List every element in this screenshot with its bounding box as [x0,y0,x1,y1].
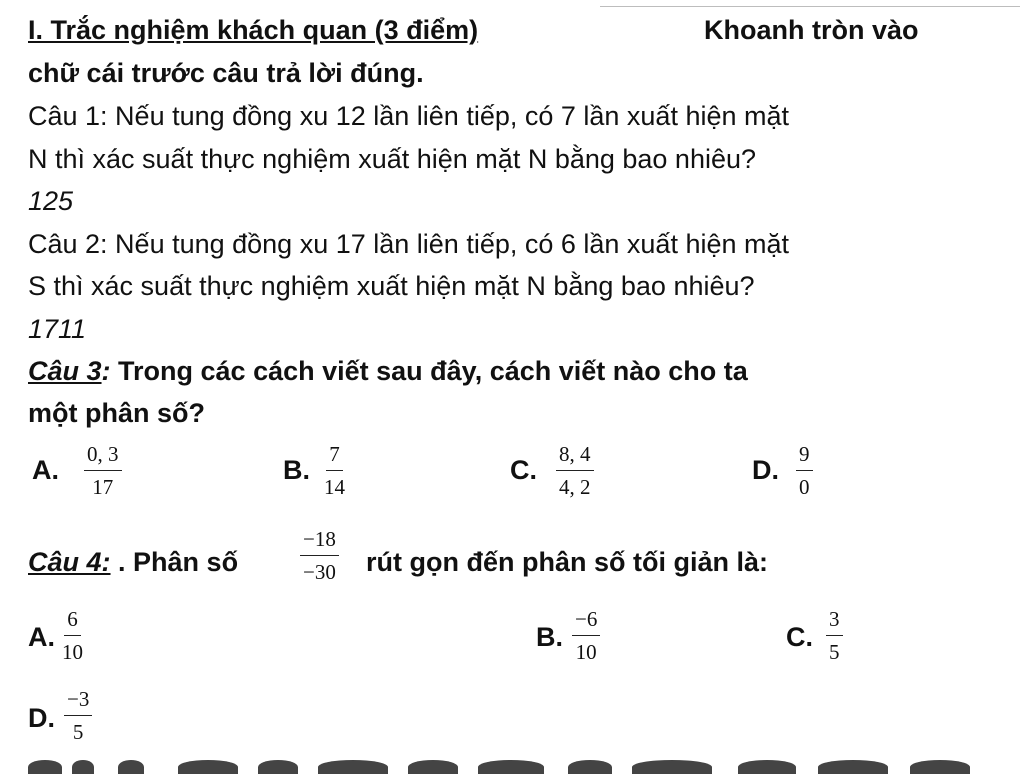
q3-option-b-numerator: 7 [326,441,343,471]
q4-option-b-numerator: −6 [572,606,600,636]
q4-question-numerator: −18 [300,526,339,556]
q3-colon: : [101,356,111,386]
instruction-continued: chữ cái trước câu trả lời đúng. [28,58,424,88]
q4-question-fraction [300,526,339,585]
q4-option-c-fraction[interactable] [826,606,843,665]
q4-line-start [28,546,238,578]
section-title: I. Trắc nghiệm khách quan (3 điểm) [28,15,479,45]
section-title-line [28,14,478,46]
q2-answer: 1711 [28,314,87,344]
q3-line-2: một phân số? [28,398,205,428]
q3-option-a-fraction[interactable] [84,441,122,500]
top-divider-line [600,6,1020,7]
q3-option-c-denominator: 4, 2 [559,475,591,499]
q4-option-a-numerator: 6 [64,606,81,636]
q4-text-before: . Phân số [110,547,239,577]
q4-question-denominator: −30 [303,560,336,584]
q2-line-1: Câu 2: Nếu tung đồng xu 17 lần liên tiếp, có 6 lần xuất hiện mặt [28,229,790,259]
q4-option-b-fraction[interactable] [572,606,600,665]
q4-option-b-letter[interactable]: B. [536,622,563,652]
q3-option-d-fraction[interactable] [796,441,813,500]
q4-option-d-denominator: 5 [72,720,84,744]
q4-text-after: rút gọn đến phân số tối giản là: [366,547,768,577]
q4-option-b-denominator: 10 [575,640,597,664]
q3-option-c-numerator: 8, 4 [556,441,594,471]
q3-option-a-letter[interactable]: A. [32,455,59,485]
q3-line-1 [28,355,748,387]
q3-text-1: Trong các cách viết sau đây, cách viết nào cho ta [110,356,748,386]
q3-option-a-denominator: 17 [92,475,114,499]
q3-option-d-numerator: 9 [796,441,813,471]
q3-option-b-fraction[interactable] [324,441,345,500]
q4-option-d-numerator: −3 [64,686,92,716]
q3-option-b-denominator: 14 [324,475,345,499]
q4-option-a-letter[interactable]: A. [28,622,55,652]
q4-option-c-denominator: 5 [829,640,840,664]
q4-option-a-denominator: 10 [62,640,83,664]
q4-option-d-letter[interactable]: D. [28,703,55,733]
q4-option-d-fraction[interactable] [64,686,92,745]
q3-option-b-letter[interactable]: B. [283,455,310,485]
q4-option-c-numerator: 3 [826,606,843,636]
instruction-right: Khoanh tròn vào [704,15,919,45]
q4-option-a-fraction[interactable] [62,606,83,665]
q3-label: Câu 3 [28,356,102,386]
q3-option-a-numerator: 0, 3 [84,441,122,471]
q3-option-c-letter[interactable]: C. [510,455,537,485]
q4-option-c-letter[interactable]: C. [786,622,813,652]
q3-option-d-letter[interactable]: D. [752,455,779,485]
q4-label: Câu 4: [28,547,111,577]
q3-option-c-fraction[interactable] [556,441,594,500]
q3-option-d-denominator: 0 [799,475,810,499]
q1-line-2: N thì xác suất thực nghiệm xuất hiện mặt N bằng bao nhiêu? [28,144,757,174]
q1-answer: 125 [28,186,74,216]
q1-line-1: Câu 1: Nếu tung đồng xu 12 lần liên tiếp, có 7 lần xuất hiện mặt [28,101,790,131]
q2-line-2: S thì xác suất thực nghiệm xuất hiện mặt N bằng bao nhiêu? [28,271,755,301]
